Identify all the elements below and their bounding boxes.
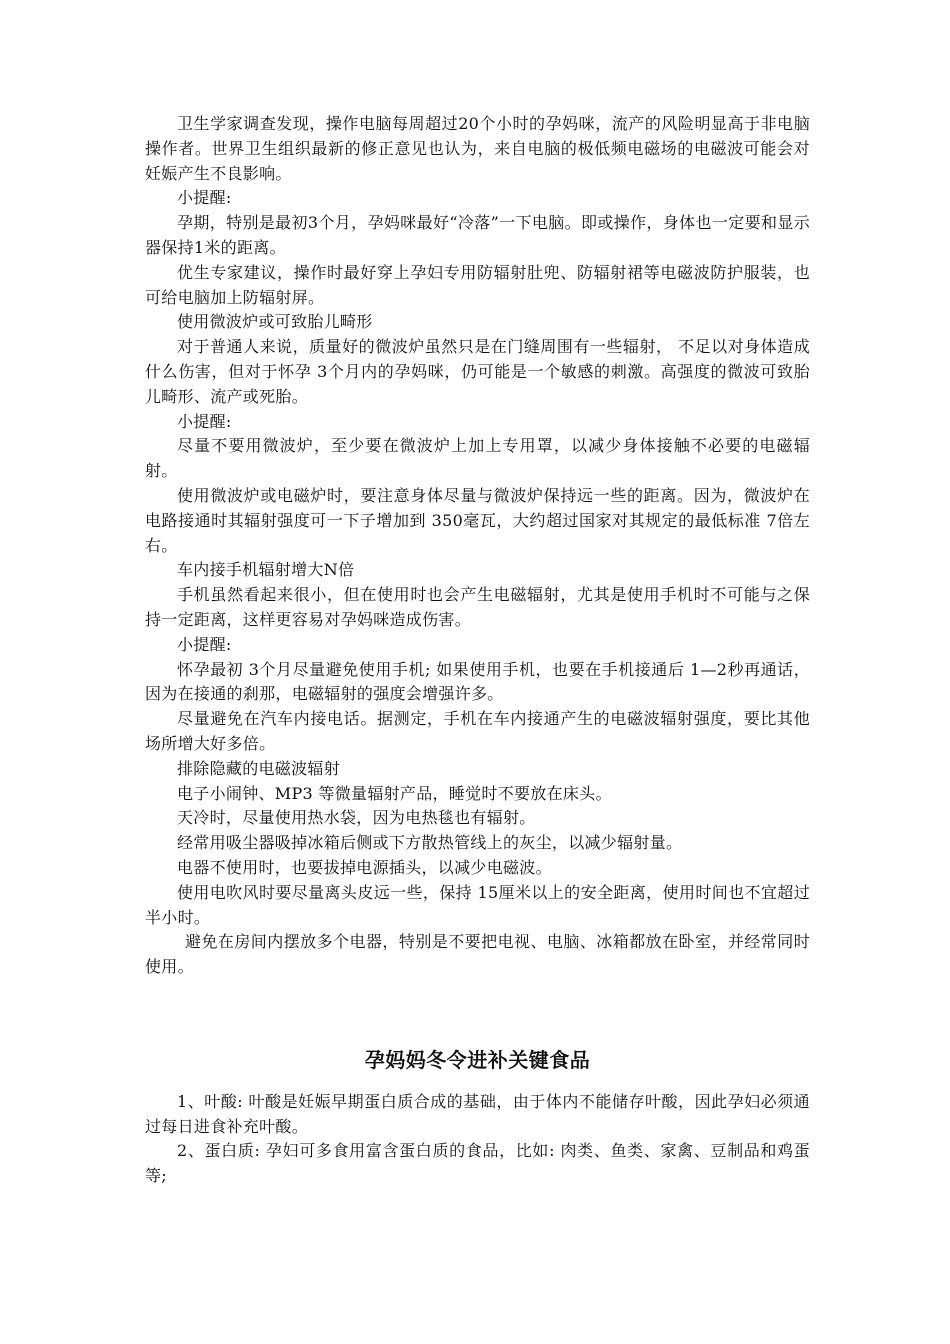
paragraph: 电子小闹钟、MP3 等微量辐射产品，睡觉时不要放在床头。	[177, 783, 612, 803]
section-spacer	[145, 980, 810, 1046]
subheading: 车内接手机辐射增大N倍	[177, 560, 355, 580]
document-body	[145, 112, 810, 1189]
paragraph: 卫生学家调查发现，操作电脑每周超过20个小时的孕妈咪，流产的风险明显高于非电脑操作者。世界卫生组织最新的修正意见也认为，来自电脑的极低频电磁场的电磁波可能会对妊娠产生不良影响。	[145, 114, 810, 183]
paragraph: 孕期，特别是最初3个月，孕妈咪最好“冷落”一下电脑。即或操作，身体也一定要和显示器保持1米的距离。	[145, 213, 810, 257]
section-electromagnetic-radiation	[145, 112, 810, 980]
list-item: 2、蛋白质: 孕妇可多食用富含蛋白质的食品，比如: 肉类、鱼类、家禽、豆制品和鸡蛋等;	[145, 1141, 810, 1186]
reminder-label: 小提醒:	[177, 634, 232, 654]
paragraph: 对于普通人来说，质量好的微波炉虽然只是在门缝周围有一些辐射， 不足以对身体造成什么伤害，但对于怀孕 3个月内的孕妈咪，仍可能是一个敏感的刺激。高强度的微波可致胎儿畸形、流产或死胎。	[145, 337, 810, 406]
paragraph: 优生专家建议，操作时最好穿上孕妇专用防辐射肚兜、防辐射裙等电磁波防护服装，也可给电脑加上防辐射屏。	[145, 262, 810, 307]
paragraph: 天冷时，尽量使用热水袋，因为电热毯也有辐射。	[177, 808, 536, 828]
section-title: 孕妈妈冬令进补关键食品	[364, 1047, 591, 1072]
reminder-label: 小提醒:	[177, 188, 232, 208]
section-winter-nutrition	[145, 1046, 810, 1189]
paragraph: 使用电吹风时要尽量离头皮远一些，保持 15厘米以上的安全距离，使用时间也不宜超过半小时。	[145, 882, 810, 927]
paragraph: 使用微波炉或电磁炉时，要注意身体尽量与微波炉保持远一些的距离。因为，微波炉在电路接通时其辐射强度可一下子增加到 350毫瓦，大约超过国家对其规定的最低标准 7倍左右。	[145, 485, 810, 555]
title-spacer	[145, 1074, 810, 1090]
list-item: 1、叶酸: 叶酸是妊娠早期蛋白质合成的基础，由于体内不能储存叶酸，因此孕妇必须通过每日进食补充叶酸。	[145, 1091, 810, 1136]
subheading: 使用微波炉或可致胎儿畸形	[177, 312, 373, 332]
paragraph: 经常用吸尘器吸掉冰箱后侧或下方散热管线上的灰尘，以减少辐射量。	[177, 833, 683, 853]
reminder-label: 小提醒:	[177, 411, 232, 431]
paragraph: 避免在房间内摆放多个电器，特别是不要把电视、电脑、冰箱都放在卧室，并经常同时使用。	[145, 932, 810, 977]
paragraph: 尽量避免在汽车内接电话。据测定，手机在车内接通产生的电磁波辐射强度，要比其他场所增大好多倍。	[145, 709, 810, 753]
paragraph: 电器不使用时，也要拔掉电源插头，以减少电磁波。	[177, 857, 552, 877]
paragraph: 怀孕最初 3个月尽量避免使用手机; 如果使用手机，也要在手机接通后 1—2秒再通话，因为在接通的刹那，电磁辐射的强度会增强许多。	[145, 659, 810, 704]
paragraph: 手机虽然看起来很小，但在使用时也会产生电磁辐射，尤其是使用手机时不可能与之保持一定距离，这样更容易对孕妈咪造成伤害。	[145, 585, 810, 629]
paragraph: 尽量不要用微波炉，至少要在微波炉上加上专用罩，以减少身体接触不必要的电磁辐射。	[145, 436, 810, 481]
subheading: 排除隐藏的电磁波辐射	[177, 758, 341, 778]
